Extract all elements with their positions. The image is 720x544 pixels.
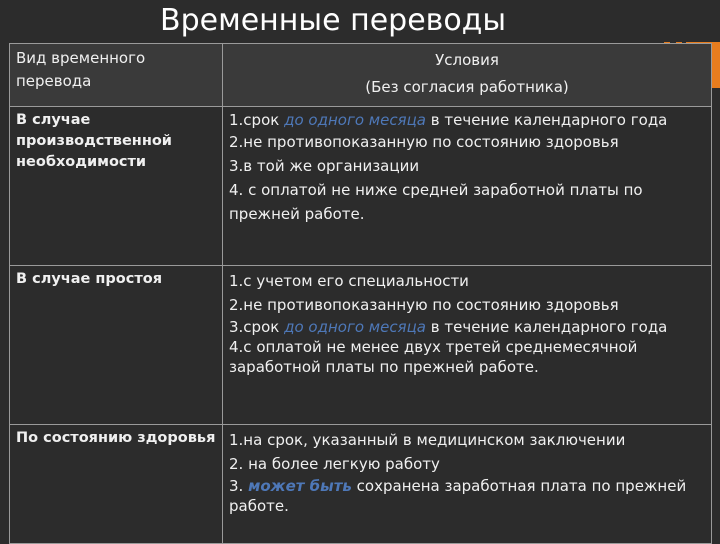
table-header-row — [10, 44, 712, 107]
row-type-cell — [10, 266, 223, 425]
row-conditions-cell — [223, 107, 712, 266]
condition-item — [229, 317, 705, 337]
row-type-label: В случае простоя — [16, 271, 163, 287]
condition-item: 2.не противопоказанную по состоянию здоровья — [229, 296, 619, 314]
header-conditions-sublabel: (Без согласия работника) — [365, 78, 569, 96]
transfers-table — [9, 43, 712, 544]
condition-item: 3.в той же организации — [229, 157, 420, 175]
condition-text: 3.срок — [229, 318, 285, 336]
condition-item: 2.не противопоказанную по состоянию здоровья — [229, 133, 619, 151]
header-type-label: Вид временного перевода — [16, 49, 146, 90]
condition-item: 4.с оплатой не менее двух третей среднемесячной заработной платы по прежней работе. — [229, 338, 638, 376]
condition-text: 3. — [229, 477, 249, 495]
header-conditions-label: Условия — [435, 51, 499, 69]
row-type-cell — [10, 425, 223, 544]
condition-item — [229, 110, 705, 130]
row-type-label: В случае производственной необходимости — [16, 112, 172, 170]
condition-item — [229, 476, 705, 516]
row-conditions-cell — [223, 425, 712, 544]
table-row — [10, 425, 712, 544]
condition-text: 1.срок — [229, 111, 285, 129]
condition-emphasis: до одного месяца — [284, 318, 426, 336]
condition-item: 1.с учетом его специальности — [229, 272, 469, 290]
condition-item: 2. на более легкую работу — [229, 455, 440, 473]
condition-text: сохранена заработная плата по прежней работе. — [229, 477, 687, 515]
row-type-label: По состоянию здоровья — [16, 430, 216, 446]
row-type-cell — [10, 107, 223, 266]
header-type-cell — [10, 44, 223, 107]
table-row — [10, 107, 712, 266]
table-row — [10, 266, 712, 425]
condition-text: в течение календарного года — [426, 111, 668, 129]
slide-title: Временные переводы — [160, 3, 507, 38]
header-conditions-cell — [223, 44, 712, 107]
condition-text: в течение календарного года — [426, 318, 668, 336]
row-conditions-cell — [223, 266, 712, 425]
condition-emphasis: может быть — [248, 477, 352, 495]
condition-item: 1.на срок, указанный в медицинском заключении — [229, 431, 626, 449]
condition-emphasis: до одного месяца — [284, 111, 426, 129]
condition-item: 4. с оплатой не ниже средней заработной платы по прежней работе. — [229, 181, 643, 223]
